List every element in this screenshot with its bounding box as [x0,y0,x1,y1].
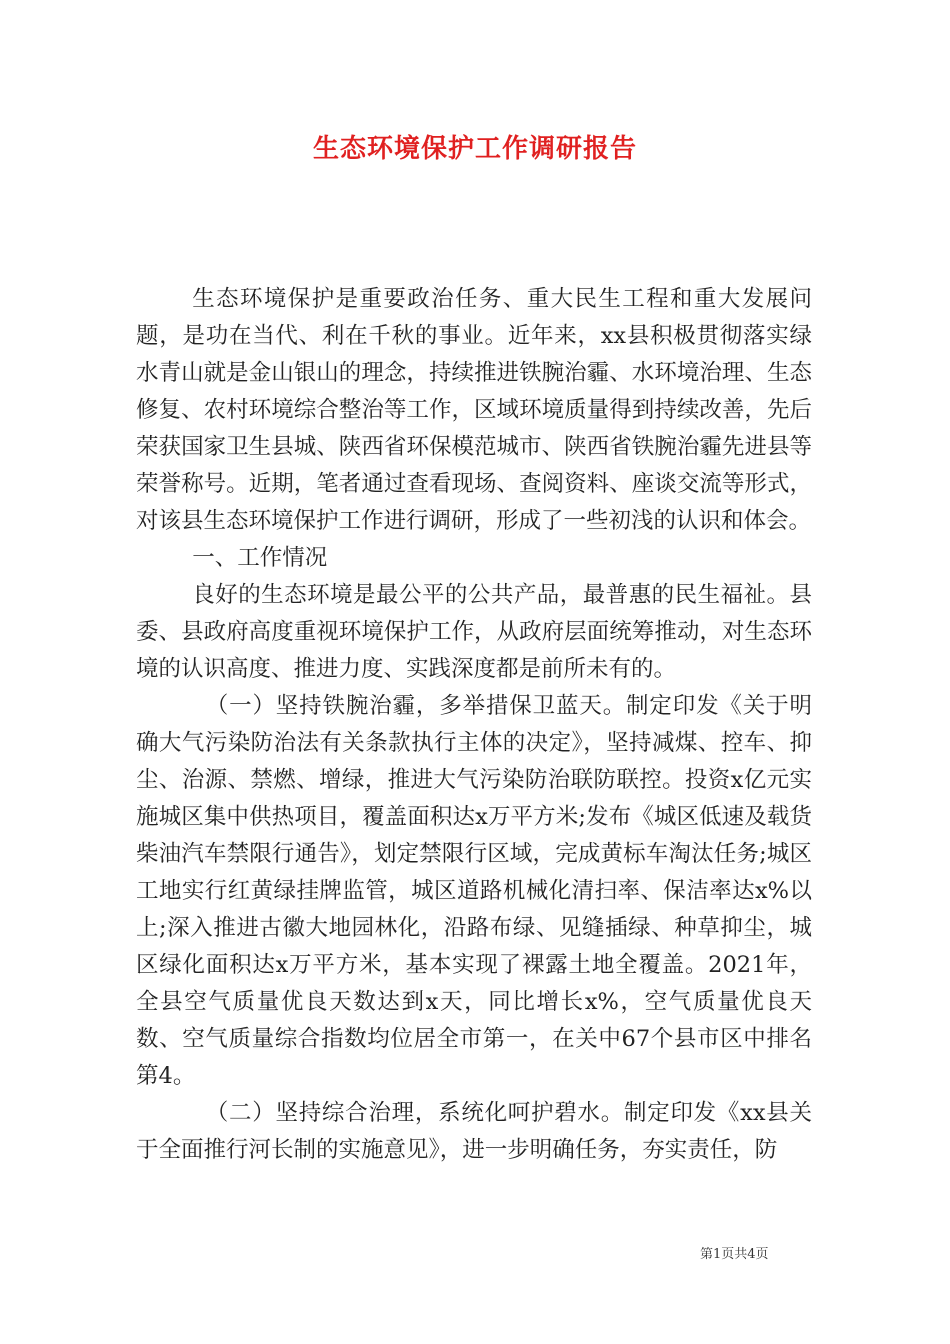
paragraph-clear-water: （二）坚持综合治理，系统化呵护碧水。制定印发《xx县关于全面推行河长制的实施意见》，进一步明确任务，夯实责任，防 [136,1100,812,1163]
section-heading-work-status: 一、工作情况 [192,545,328,571]
paragraph-intro: 生态环境保护是重要政治任务、重大民生工程和重大发展问题，是功在当代、利在千秋的事业。近年来，xx县积极贯彻落实绿水青山就是金山银山的理念，持续推进铁腕治霾、水环境治理、生态修复、农村环境综合整治等工作，区域环境质量得到持续改善，先后荣获国家卫生县城、陕西省环保模范城市、陕西省铁腕治霾先进县等荣誉称号。近期，笔者通过查看现场、查阅资料、座谈交流等形式，对该县生态环境保护工作进行调研，形成了一些初浅的认识和体会。 [136,286,812,534]
paragraph-overview: 良好的生态环境是最公平的公共产品，最普惠的民生福祉。县委、县政府高度重视环境保护工作，从政府层面统筹推动，对生态环境的认识高度、推进力度、实践深度都是前所未有的。 [136,582,812,682]
paragraph-blue-sky: （一）坚持铁腕治霾，多举措保卫蓝天。制定印发《关于明确大气污染防治法有关条款执行主体的决定》，坚持减煤、控车、抑尘、治源、禁燃、增绿，推进大气污染防治联防联控。投资x亿元实施城区集中供热项目，覆盖面积达x万平方米;发布《城区低速及载货柴油汽车禁限行通告》，划定禁限行区域，完成黄标车淘汰任务;城区工地实行红黄绿挂牌监管，城区道路机械化清扫率、保洁率达x%以上;深入推进古徽大地园林化，沿路布绿、见缝插绿、种草抑尘，城区绿化面积达x万平方米，基本实现了裸露土地全覆盖。2021年，全县空气质量优良天数达到x天，同比增长x%，空气质量优良天数、空气质量综合指数均位居全市第一，在关中67个县市区中排名第4。 [136,693,812,1089]
document-body [136,281,812,1169]
page-number-footer: 第1页共4页 [700,1247,769,1262]
document-title: 生态环境保护工作调研报告 [312,134,637,164]
